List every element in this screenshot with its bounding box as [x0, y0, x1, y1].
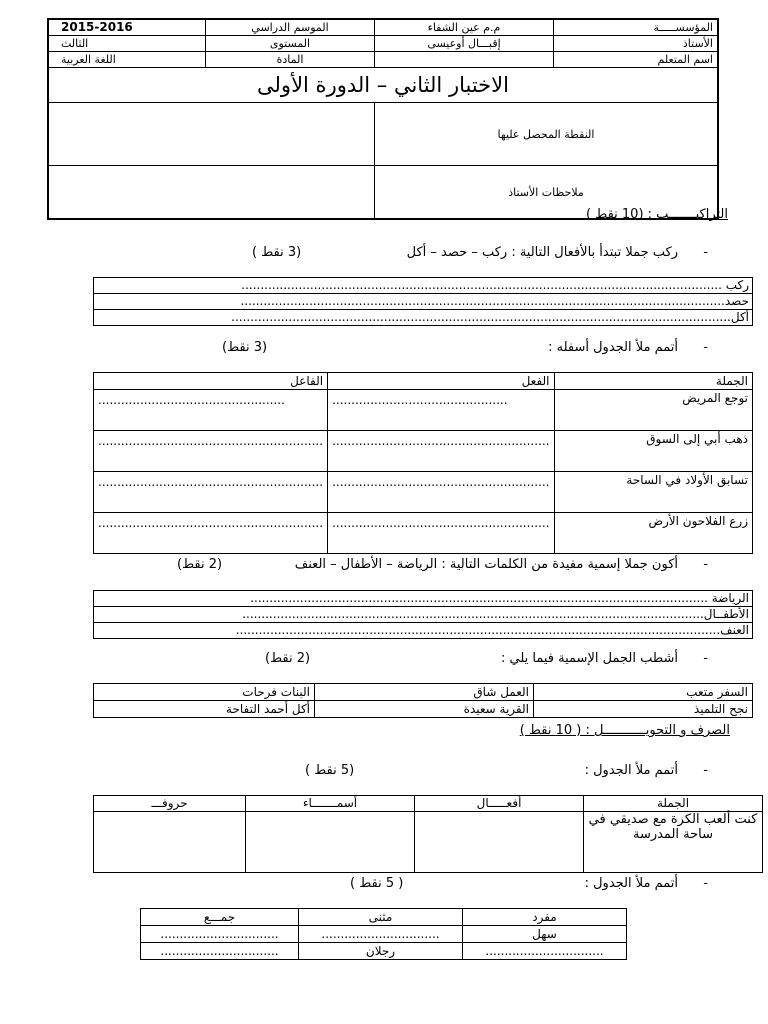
q6-header-singular: مفرد — [463, 909, 627, 926]
level-value: الثالث — [48, 36, 206, 52]
q6-header-plural: جمـــع — [141, 909, 299, 926]
q2-sentence: توجع المريض — [554, 390, 753, 431]
q3-line[interactable]: الأطفــال......................................................................................................................... — [94, 607, 753, 623]
q2-sentence: زرع الفلاحون الأرض — [554, 513, 753, 554]
q5-header-verbs: أفعـــــال — [415, 796, 584, 812]
q1-prompt: ركب جملا تبتدأ بالأفعال التالية : ركب – حصد – أكل — [406, 245, 678, 260]
q2-header-sentence: الجملة — [554, 373, 753, 390]
q6-prompt: أتمم ملأ الجدول : — [584, 876, 678, 891]
q2-sentence: تسابق الأولاد في الساحة — [554, 472, 753, 513]
section-syntax-title: التراكيـــــــب : (10 نقط ) — [586, 207, 728, 222]
q1-line[interactable]: حصد............................................................................................................................... — [94, 294, 753, 310]
q1-line[interactable]: ركب .............................................................................................................................. — [94, 278, 753, 294]
q6-table — [140, 908, 627, 960]
q6-cell[interactable]: ............................... — [141, 926, 299, 943]
student-name-label: اسم المتعلم — [554, 52, 719, 68]
q2-verb-answer[interactable]: ......................................................... — [328, 513, 554, 554]
student-name-value — [375, 52, 554, 68]
q3-points: (2 نقط) — [177, 557, 223, 572]
q6-cell[interactable]: ............................... — [141, 943, 299, 960]
q2-subject-answer[interactable]: ........................................................... — [94, 513, 328, 554]
exam-header-table — [47, 18, 719, 220]
q2-subject-answer[interactable]: ................................................. — [94, 390, 328, 431]
score-box — [48, 103, 375, 166]
remarks-label: ملاحظات الأستاذ — [375, 166, 719, 220]
q2-verb-answer[interactable]: .............................................. — [328, 390, 554, 431]
q6-points: ( 5 نقط ) — [350, 876, 404, 891]
q4-points: (2 نقط) — [265, 651, 311, 666]
q2-subject-answer[interactable]: ........................................................... — [94, 431, 328, 472]
q5-table — [93, 795, 763, 873]
q5-verbs-answer[interactable] — [415, 812, 584, 873]
subject-value: اللغة العربية — [48, 52, 206, 68]
q6-header-dual: مثنى — [299, 909, 463, 926]
q5-nouns-answer[interactable] — [246, 812, 415, 873]
q6-bullet: - — [703, 876, 708, 891]
q1-bullet: - — [703, 245, 708, 260]
remarks-box — [48, 166, 375, 220]
q4-sentence[interactable]: العمل شاق — [315, 684, 534, 701]
q4-sentence[interactable]: السفر متعب — [534, 684, 753, 701]
q6-cell[interactable]: ............................... — [299, 926, 463, 943]
q1-line[interactable]: أكل................................................................................................................................... — [94, 310, 753, 326]
institution-label: المؤسســـــة — [554, 19, 719, 36]
institution-value: م.م عين الشفاء — [375, 19, 554, 36]
q3-line[interactable]: العنف............................................................................................................................... — [94, 623, 753, 639]
q6-cell: رجلان — [299, 943, 463, 960]
q1-points: (3 نقط ) — [252, 245, 302, 260]
q3-answer-lines — [93, 590, 753, 639]
q5-particles-answer[interactable] — [94, 812, 246, 873]
q2-table — [93, 372, 753, 554]
q2-prompt: أتمم ملأ الجدول أسفله : — [548, 340, 678, 355]
q4-sentence[interactable]: نجح التلميذ — [534, 701, 753, 718]
q4-table — [93, 683, 753, 718]
q2-subject-answer[interactable]: ........................................................... — [94, 472, 328, 513]
q5-prompt: أتمم ملأ الجدول : — [584, 763, 678, 778]
q3-prompt: أكون جملا إسمية مفيدة من الكلمات التالية : الرياضة – الأطفال – العنف — [294, 557, 678, 572]
exam-title: الاختبار الثاني – الدورة الأولى — [48, 68, 718, 103]
score-label: النقطة المحصل عليها — [375, 103, 719, 166]
q2-sentence: ذهب أبي إلى السوق — [554, 431, 753, 472]
q3-line[interactable]: الرياضة ........................................................................................................................ — [94, 591, 753, 607]
q6-cell: سهل — [463, 926, 627, 943]
q2-points: (3 نقط) — [222, 340, 268, 355]
subject-label: المادة — [206, 52, 375, 68]
q2-verb-answer[interactable]: ......................................................... — [328, 472, 554, 513]
q4-sentence[interactable]: أكل أحمد التفاحة — [94, 701, 315, 718]
q4-sentence[interactable]: البنات فرحات — [94, 684, 315, 701]
q2-header-subject: الفاعل — [94, 373, 328, 390]
q2-header-verb: الفعل — [328, 373, 554, 390]
q5-points: (5 نقط ) — [305, 763, 355, 778]
q1-answer-lines — [93, 277, 753, 326]
q5-header-particles: حروفـــ — [94, 796, 246, 812]
q5-bullet: - — [703, 763, 708, 778]
q4-prompt: أشطب الجمل الإسمية فيما يلي : — [501, 651, 678, 666]
q2-bullet: - — [703, 340, 708, 355]
section-morphology-title: الصرف و التحويـــــــــــل : ( 10 نقط ) — [519, 723, 730, 738]
q4-bullet: - — [703, 651, 708, 666]
q3-bullet: - — [703, 557, 708, 572]
q2-verb-answer[interactable]: ......................................................... — [328, 431, 554, 472]
teacher-label: الأستاذ — [554, 36, 719, 52]
level-label: المستوى — [206, 36, 375, 52]
q6-cell[interactable]: ............................... — [463, 943, 627, 960]
q5-header-sentence: الجملة — [584, 796, 763, 812]
school-year-label: الموسم الدراسي — [206, 19, 375, 36]
q5-sentence: كنت ألعب الكرة مع صديقي في ساحة المدرسة — [584, 812, 763, 873]
school-year-value: 2015-2016 — [48, 19, 206, 36]
q4-sentence[interactable]: القرية سعيدة — [315, 701, 534, 718]
teacher-value: إقبـــال أوعيسى — [375, 36, 554, 52]
q5-header-nouns: أسمـــــــاء — [246, 796, 415, 812]
